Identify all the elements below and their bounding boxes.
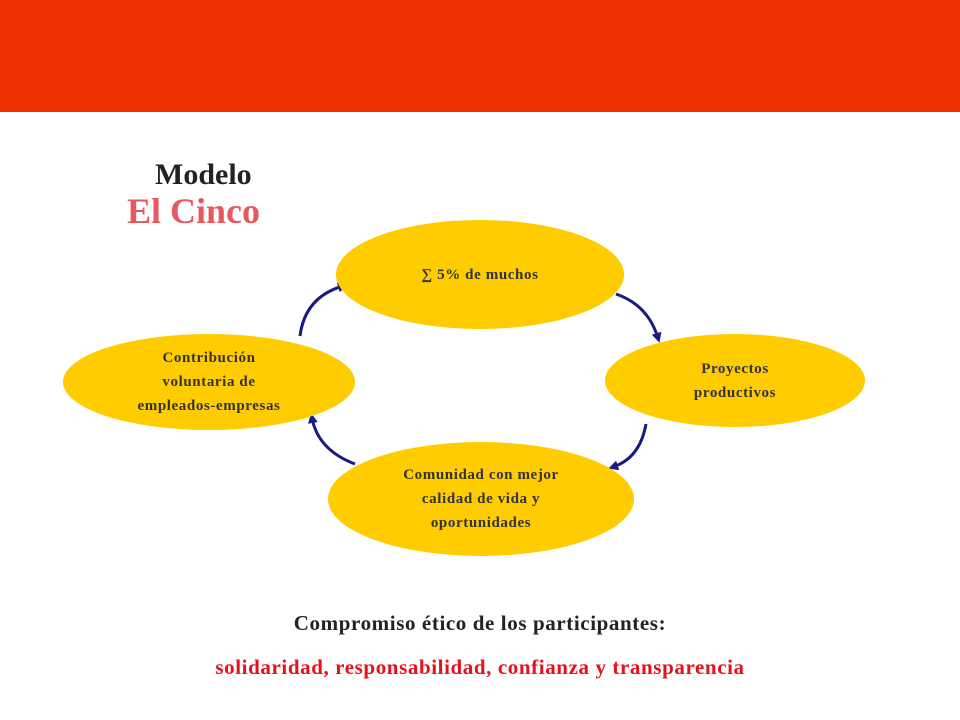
node-cinco-por-ciento (336, 220, 624, 329)
arrow-bottom-to-left (312, 418, 355, 464)
arrow-right-to-bottom (613, 424, 646, 467)
node-top-label: ∑ 5% de muchos (421, 266, 539, 283)
arrow-left-to-top (300, 286, 343, 336)
node-bottom-label: Comunidad con mejor calidad de vida y oportunidades (403, 467, 559, 531)
node-contribucion-voluntaria (63, 334, 355, 430)
node-proyectos-productivos (605, 334, 865, 427)
commitment-values: solidaridad, responsabilidad, confianza y transparencia (215, 655, 745, 679)
node-right-label: Proyectos productivos (693, 360, 777, 401)
title-modelo: Modelo (155, 158, 252, 191)
node-comunidad (328, 442, 634, 556)
node-left-label: Contribución voluntaria de empleados-empresas (137, 350, 281, 414)
commitment-heading: Compromiso ético de los participantes: (293, 611, 667, 635)
title-el-cinco: El Cinco (127, 191, 261, 231)
arrow-top-to-right (616, 294, 658, 338)
